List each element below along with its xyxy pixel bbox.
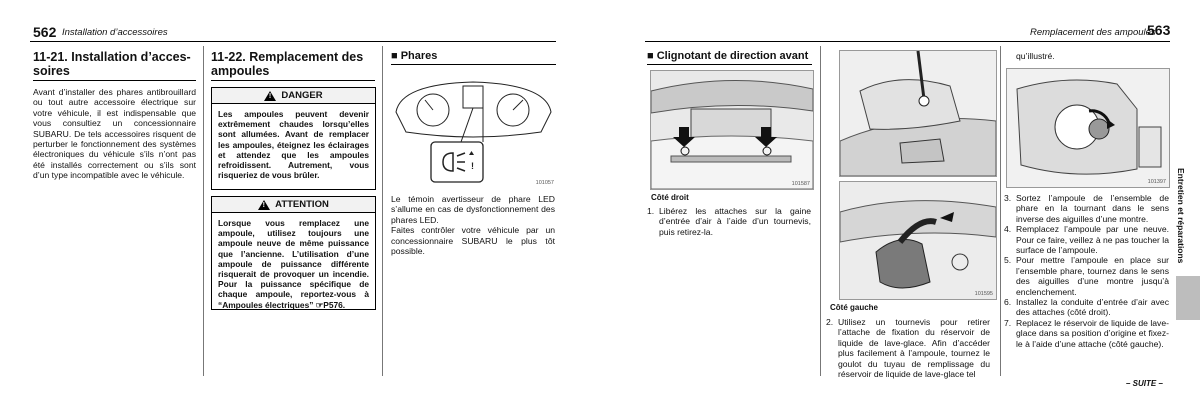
- danger-label: DANGER: [281, 90, 323, 101]
- washer-tank-left-figure: [839, 181, 997, 300]
- step-5-text: Pour mettre l’ampoule en place sur l’ensemble phare, tournez dans le sens des aiguilles d’une montre jusqu’à enclenchement.: [1016, 255, 1169, 297]
- sec-11-21-title: [33, 50, 201, 78]
- warning-triangle-icon: !: [264, 91, 276, 101]
- step-6-num: 6.: [1004, 297, 1012, 308]
- clignotant-heading: ■ Clignotant de direction avant: [647, 50, 809, 62]
- side-tab-label: Entretien et réparations: [1176, 168, 1186, 264]
- fig1-caption: Côté droit: [651, 193, 689, 202]
- step-5-num: 5.: [1004, 255, 1012, 266]
- step-6-text: Installez la conduite d’entrée d’air avec des attaches (côté droit).: [1016, 297, 1169, 318]
- left-running-title: Installation d’accessoires: [62, 27, 168, 38]
- step-2-item: 2. Utilisez un tournevis pour retirer l’attache de fixation du réservoir de liquide de lave-glace. Afin d’accéder plus facilement à l’ampoule, tournez le goulot du tuyau de remplissage du réservoir de liquide de lave-glace tel: [826, 317, 990, 380]
- clignotant-heading-rule: [647, 64, 812, 65]
- step-2-continued: qu’illustré.: [1016, 51, 1055, 61]
- step-2-text: Utilisez un tournevis pour retirer l’attache de fixation du réservoir de liquide de lave-glace. Afin d’accéder plus facilement à l’ampoule, tournez le goulot du tuyau de remplissage du réservoir de liquide de lave-glace tel: [838, 317, 990, 380]
- dashboard-led-warning-figure: [391, 70, 556, 188]
- attention-text: Lorsque vous remplacez une ampoule, utilisez toujours une ampoule neuve de même puissance que l’ancienne. L’utilisation d’une ampoule de puissance différente risquerait de provoquer un incendie. Pour la puissance spécifique de chaque ampoule, reportez-vous à “Ampoules électriques” ☞P576.: [218, 218, 369, 310]
- headlamp-assembly-illustration: [1007, 69, 1169, 187]
- side-tab-marker: [1176, 276, 1200, 320]
- left-col-divider-2: [382, 46, 383, 376]
- engine-bay-right-figure: [650, 70, 814, 190]
- instrument-cluster-illustration: [391, 70, 556, 188]
- washer-tank-illustration: [840, 182, 996, 299]
- danger-box: [211, 87, 376, 190]
- phares-figure-code: 101057: [535, 180, 554, 186]
- left-header-rule: [30, 41, 556, 42]
- phares-heading-rule: [391, 64, 556, 65]
- phares-p1: Le témoin avertisseur de phare LED s’allume en cas de dysfonctionnement des phares LED.: [391, 194, 555, 225]
- attention-box: [211, 196, 376, 310]
- engine-top-figure: [839, 50, 997, 177]
- attention-header: [212, 197, 375, 213]
- sec-11-22-title-line1: 11-22. Remplacement des: [211, 50, 364, 64]
- step-7-text: Replacez le réservoir de liquide de lave-glace dans sa position d’origine et fixez-le à l’aide d’une attache (côté gauche).: [1016, 317, 1169, 349]
- phares-p2: Faites contrôler votre véhicule par un concessionnaire SUBARU le plus tôt possible.: [391, 225, 555, 257]
- left-col-divider-1: [203, 46, 204, 376]
- fig-left-code: 101595: [974, 291, 993, 297]
- step-1: [647, 206, 811, 237]
- step-3-num: 3.: [1004, 193, 1012, 203]
- right-page-number: 563: [1147, 22, 1171, 38]
- attention-label: ATTENTION: [275, 199, 329, 210]
- fig1-code: 101587: [791, 181, 810, 187]
- phares-text: [391, 194, 555, 256]
- sec-11-21-title-line1: 11-21. Installation d’acces-: [33, 50, 191, 64]
- sec-11-21-paragraph: [33, 87, 196, 181]
- sec-11-22-title-line2: ampoules: [211, 64, 270, 78]
- step-5: [1004, 255, 1169, 297]
- step-7-num: 7.: [1004, 317, 1012, 328]
- engine-top-illustration: [840, 51, 996, 176]
- fig-left-caption: Côté gauche: [830, 303, 879, 312]
- svg-text:!: !: [471, 161, 474, 171]
- right-header-rule: [645, 41, 1170, 42]
- warning-triangle-icon: !: [258, 200, 270, 210]
- sec-11-21-paragraph-text: Avant d’installer des phares antibrouillard ou tout autre accessoire électrique sur votre véhicule, il est indispensable que vous consultiez un concessionnaire SUBARU. De tels accessoires risquent de perturber le fonctionnement des systèmes électroniques du véhicule s’ils n’ont pas été installés correctement ou s’ils sont d’un type incompatible avec le véhicule.: [33, 87, 196, 181]
- danger-text: Les ampoules peuvent devenir extrêmement chaudes lorsqu’elles sont allumées. Avant de remplacer les ampoules, éteignez les éclairages et attendez que les ampoules refroidissent. Autrement, vous risqueriez de vous brûler.: [218, 109, 369, 181]
- right-col-divider-2: [1000, 46, 1001, 376]
- headlamp-bulb-figure: [1006, 68, 1170, 188]
- left-page-number: 562: [33, 24, 57, 40]
- step-1-item: 1. Libérez les attaches sur la gaine d’entrée d’air à l’aide d’un tournevis, puis retirez-la.: [647, 206, 811, 237]
- step-7: [1004, 318, 1169, 349]
- step-4-num: 4.: [1004, 224, 1012, 235]
- step-6: [1004, 297, 1169, 318]
- right-col-divider-1: [820, 46, 821, 376]
- step-4-text: Remplacez l’ampoule par une neuve. Pour ce faire, veillez à ne pas toucher la surface de l’ampoule.: [1016, 224, 1169, 256]
- right-running-title: Remplacement des ampoules: [1030, 27, 1156, 38]
- step-3-text: Sortez l’ampoule de l’ensemble de phare en la tournant dans le sens inverse des aiguilles d’une montre.: [1016, 193, 1169, 224]
- phares-heading: ■ Phares: [391, 50, 438, 62]
- step-4: [1004, 224, 1169, 255]
- sec-11-21-rule: [33, 80, 196, 81]
- suite-label: – SUITE –: [1126, 379, 1163, 388]
- sec-11-21-title-line2: soires: [33, 64, 70, 78]
- steps-3-7: [1004, 193, 1169, 349]
- step-2: [826, 317, 990, 379]
- step-1-text: Libérez les attaches sur la gaine d’entrée d’air à l’aide d’un tournevis, puis retirez-la.: [659, 206, 811, 237]
- sec-11-22-rule: [211, 80, 375, 81]
- engine-bay-right-illustration: [651, 71, 813, 189]
- sec-11-22-title: [211, 50, 376, 78]
- step-3: [1004, 193, 1169, 224]
- danger-header: [212, 88, 375, 104]
- fig-right-code: 101397: [1147, 179, 1166, 185]
